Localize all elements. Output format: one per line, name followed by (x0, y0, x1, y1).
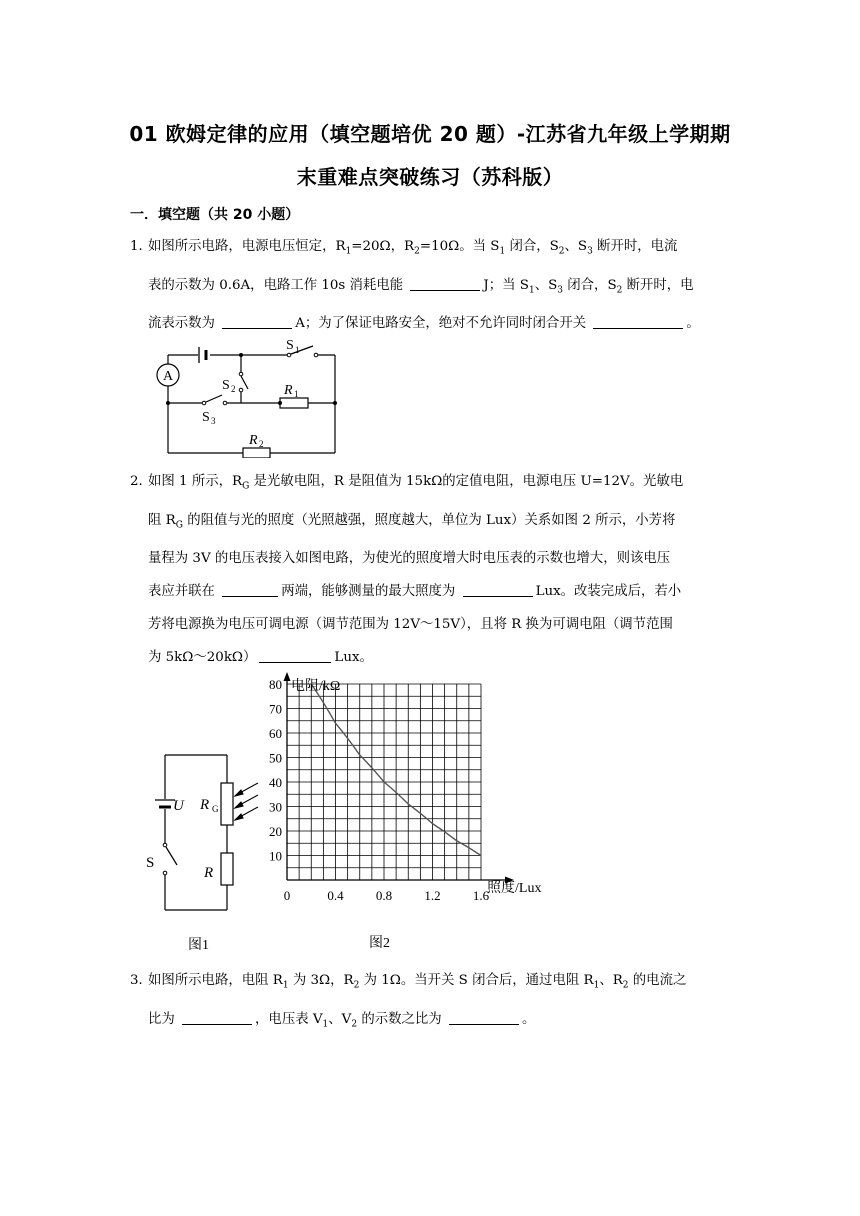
photoresistor-rg-icon (199, 783, 233, 825)
y-axis-arrow-icon (284, 672, 291, 681)
power-source-icon (155, 798, 185, 814)
answer-blank-3[interactable] (593, 314, 683, 329)
y-tick-label: 70 (269, 701, 282, 717)
svg-text:U: U (173, 798, 184, 814)
y-tick-label: 10 (269, 848, 282, 864)
svg-text:1: 1 (295, 345, 300, 355)
svg-text:2: 2 (259, 439, 264, 449)
svg-text:S: S (202, 410, 210, 425)
question-2-line-3: 量程为 3V 的电压表接入如图电路，为使光的照度增大时电压表的示数也增大，则该电压 (148, 551, 671, 567)
battery-icon (199, 347, 206, 363)
figure-1-caption: 图1 (188, 938, 209, 953)
x-tick-label: 1.2 (424, 888, 441, 903)
figure-2-caption: 图2 (369, 936, 390, 951)
x-tick-label: 1.6 (472, 888, 490, 903)
x-tick-label: 0 (283, 888, 291, 903)
chart-x-axis-label: 照度/Lux (487, 881, 542, 896)
question-1 (130, 230, 733, 340)
y-tick-label: 30 (269, 799, 282, 815)
y-tick-label: 50 (269, 750, 282, 766)
switch-s3-icon (202, 395, 227, 426)
switch-s-icon (146, 843, 177, 875)
question-2-line-6: 为 5kΩ～20kΩ） Lux。 (148, 650, 373, 666)
question-2-figure-1-circuit (140, 745, 270, 955)
answer-blank-8[interactable] (449, 1010, 519, 1025)
y-tick-label: 20 (269, 824, 282, 839)
question-2-line-5: 芳将电源换为电压可调电源（调节范围为 12V～15V），且将 R 换为可调电阻（调节范围 (148, 617, 673, 633)
answer-blank-5[interactable] (463, 582, 533, 597)
question-2-line-1: 2．如图 1 所示，$R_G$ 是光敏电阻，R 是阻值为 15kΩ的定值电阻，电源电压 U=12V。光敏电 (130, 474, 684, 492)
resistor-r2-icon (243, 433, 270, 458)
answer-blank-4[interactable] (222, 582, 278, 597)
section-heading: 一．填空题（共 20 小题） (130, 207, 300, 223)
question-3 (130, 964, 733, 1041)
question-3-line-2: 比为 ，电压表 $V_1$、$V_2$ 的示数之比为 。 (148, 1011, 536, 1030)
question-1-circuit-diagram (148, 333, 348, 458)
ammeter-icon (157, 364, 179, 386)
answer-blank-6[interactable] (259, 648, 331, 663)
switch-s1-icon (286, 338, 318, 357)
answer-blank-7[interactable] (182, 1010, 252, 1025)
y-tick-label: 60 (269, 726, 282, 741)
x-tick-label: 0.4 (327, 888, 344, 903)
question-1-line-1: 1．如图所示电路，电源电压恒定，$R_1=20\Omega$，$R_2=10\Omega$。当 $S_1$ 闭合，$S_2$、$S_3$ 断开时，电流 (130, 239, 678, 257)
question-3-line-1: 3．如图所示电路，电阻 $R_1$ 为 3Ω，$R_2$ 为 1Ω。当开关 S 闭合后，通过电阻 $R_1$、$R_2$ 的电流之 (130, 973, 687, 991)
question-2-figure-2-chart (255, 670, 575, 955)
svg-text:3: 3 (211, 416, 216, 426)
svg-text:S: S (146, 855, 155, 871)
question-2-line-2: 阻 $R_G$ 的阻值与光的照度（光照越强，照度越大，单位为 Lux）关系如图 2 所示，小芳将 (148, 512, 676, 531)
answer-blank-1[interactable] (410, 276, 480, 291)
question-1-line-2: 表的示数为 0.6A，电路工作 10s 消耗电能 J；当 $S_1$、$S_3$ 闭合，$S_2$ 断开时，电 (148, 277, 694, 296)
chart-y-axis-label: 电阻/kΩ (291, 679, 341, 694)
svg-text:2: 2 (231, 384, 236, 394)
svg-text:S: S (222, 378, 230, 393)
y-tick-label: 40 (269, 775, 282, 790)
svg-text:1: 1 (294, 389, 299, 399)
svg-text:G: G (212, 804, 219, 814)
document-title-line-2: 末重难点突破练习（苏科版） (296, 165, 564, 189)
resistor-r1-icon (280, 383, 308, 408)
document-title-line-1: 01 欧姆定律的应用（填空题培优 20 题）-江苏省九年级上学期期 (129, 122, 731, 146)
x-tick-label: 0.8 (375, 888, 393, 903)
answer-blank-2[interactable] (222, 314, 292, 329)
question-2 (130, 465, 733, 674)
svg-text:R: R (249, 433, 258, 448)
svg-text:R: R (200, 797, 210, 813)
chart-axes (284, 672, 515, 884)
y-tick-label: 80 (269, 677, 282, 692)
switch-s2-icon (222, 372, 248, 394)
svg-text:R: R (204, 865, 214, 881)
svg-text:A: A (162, 369, 174, 384)
question-2-line-4: 表应并联在 两端，能够测量的最大照度为 Lux。改装完成后，若小 (148, 584, 682, 600)
svg-text:S: S (286, 338, 294, 353)
svg-text:R: R (284, 383, 293, 398)
question-1-line-3: 流表示数为 A；为了保证电路安全，绝对不允许同时闭合开关 。 (148, 316, 700, 332)
resistor-r-icon (203, 853, 233, 885)
